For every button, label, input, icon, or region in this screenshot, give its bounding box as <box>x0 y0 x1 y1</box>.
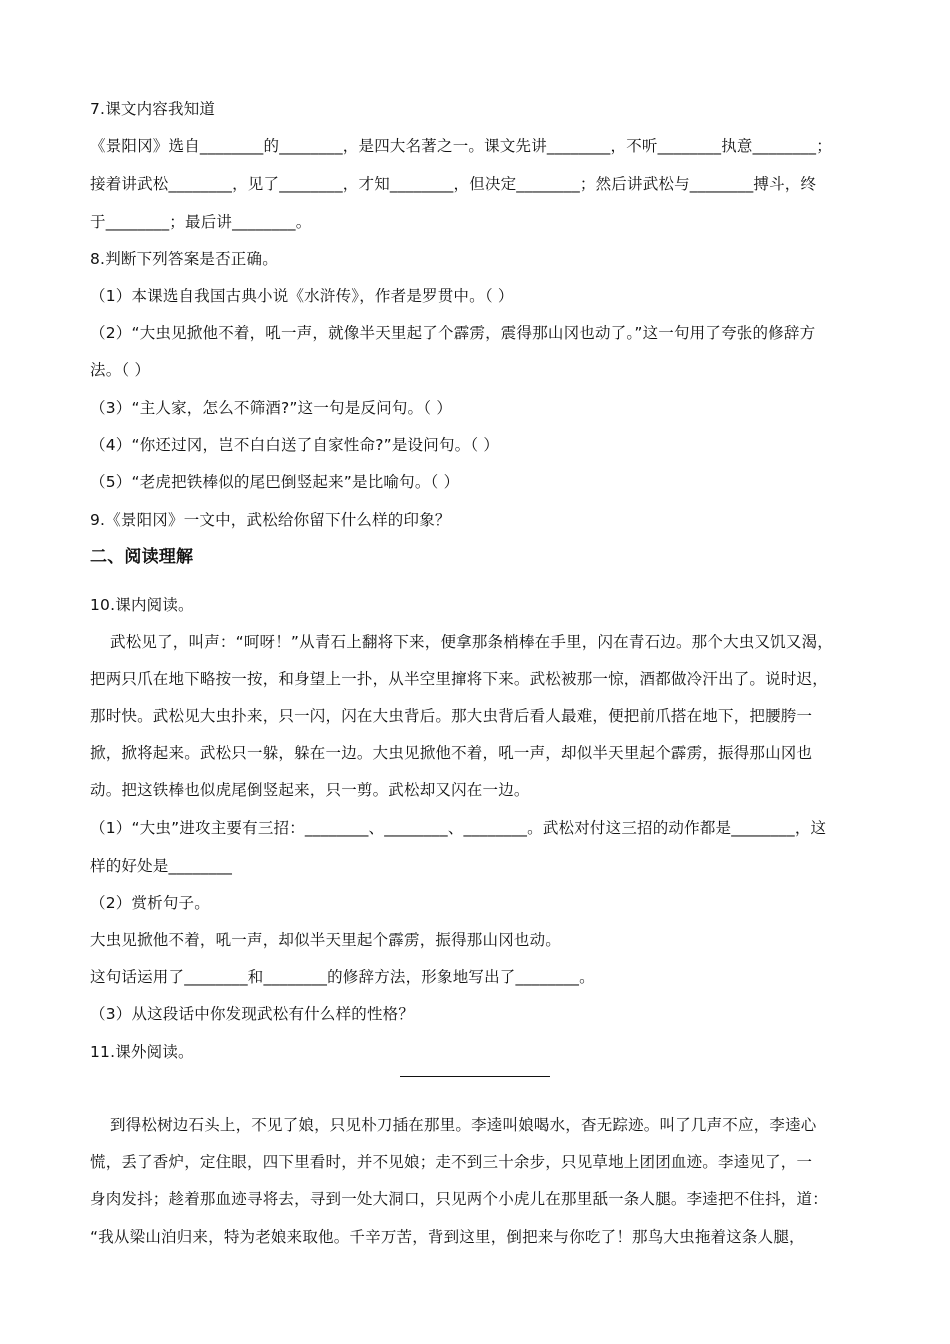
q10-sub-1-line-1: （1）“大虫”进攻主要有三招：________、________、________。武松对付这三招的动作都是________，这 <box>90 819 827 837</box>
q11-title-blank <box>400 1076 550 1077</box>
q7-line-1: 《景阳冈》选自________的________，是四大名著之一。课文先讲________，不听________执意________； <box>90 137 832 155</box>
q10-passage-line-1: 武松见了，叫声：“呵呀！”从青石上翻将下来，便拿那条梢棒在手里，闪在青石边。那个大虫又饥又渴， <box>110 633 833 651</box>
q8-item-5: （5）“老虎把铁棒似的尾巴倒竖起来”是比喻句。（ ） <box>90 473 460 491</box>
q7-title: 7.课文内容我知道 <box>90 100 216 118</box>
q10-sub-1-line-2: 样的好处是________ <box>90 857 233 875</box>
q11-passage-line-1: 到得松树边石头上，不见了娘，只见朴刀插在那里。李逵叫娘喝水，杳无踪迹。叫了几声不应，李逵心 <box>110 1116 817 1134</box>
q8-item-2-line-1: （2）“大虫见掀他不着，吼一声，就像半天里起了个霹雳，震得那山冈也动了。”这一句用了夸张的修辞方 <box>90 324 816 342</box>
q8-item-2-line-2: 法。（ ） <box>90 361 151 379</box>
q8-item-3: （3）“主人家，怎么不筛酒?”这一句是反问句。（ ） <box>90 399 453 417</box>
q10-sub-2: （2）赏析句子。 <box>90 894 210 912</box>
q10-passage-line-4: 掀，掀将起来。武松只一躲，躲在一边。大虫见掀他不着，吼一声，却似半天里起个霹雳，振得那山冈也 <box>90 744 813 762</box>
q11-passage-line-4: “我从梁山泊归来，特为老娘来取他。千辛万苦，背到这里，倒把来与你吃了！那鸟大虫拖着这条人腿， <box>90 1228 805 1246</box>
q11-passage-line-3: 身肉发抖；趁着那血迹寻将去，寻到一处大洞口，只见两个小虎儿在那里舐一条人腿。李逵把不住抖，道： <box>90 1190 828 1208</box>
q10-passage-line-5: 动。把这铁棒也似虎尾倒竖起来，只一剪。武松却又闪在一边。 <box>90 781 530 799</box>
q8-item-4: （4）“你还过冈，岂不白白送了自家性命?”是设问句。（ ） <box>90 436 500 454</box>
q11-title: 11.课外阅读。 <box>90 1043 194 1061</box>
q10-title: 10.课内阅读。 <box>90 596 194 614</box>
q10-sub-2-blank: 这句话运用了________和________的修辞方法，形象地写出了________。 <box>90 968 595 986</box>
q10-sub-3: （3）从这段话中你发现武松有什么样的性格？ <box>90 1005 415 1023</box>
q10-quoted-sentence: 大虫见掀他不着，吼一声，却似半天里起个霹雳，振得那山冈也动。 <box>90 931 562 949</box>
section-heading-reading: 二、阅读理解 <box>90 547 194 567</box>
q8-item-1: （1）本课选自我国古典小说《水浒传》，作者是罗贯中。（ ） <box>90 287 514 305</box>
q7-line-3: 于________；最后讲________。 <box>90 213 312 231</box>
q8-title: 8.判断下列答案是否正确。 <box>90 250 278 268</box>
q10-passage-line-2: 把两只爪在地下略按一按，和身望上一扑，从半空里撺将下来。武松被那一惊，酒都做冷汗出了。说时迟， <box>90 670 828 688</box>
q10-passage-line-3: 那时快。武松见大虫扑来，只一闪，闪在大虫背后。那大虫背后看人最难，便把前爪搭在地下，把腰胯一 <box>90 707 813 725</box>
q9-title: 9.《景阳冈》一文中，武松给你留下什么样的印象？ <box>90 511 451 529</box>
q11-passage-line-2: 慌，丢了香炉，定住眼，四下里看时，并不见娘；走不到三十余步，只见草地上团团血迹。李逵见了，一 <box>90 1153 813 1171</box>
q7-line-2: 接着讲武松________，见了________，才知________，但决定________；然后讲武松与________搏斗，终 <box>90 175 817 193</box>
